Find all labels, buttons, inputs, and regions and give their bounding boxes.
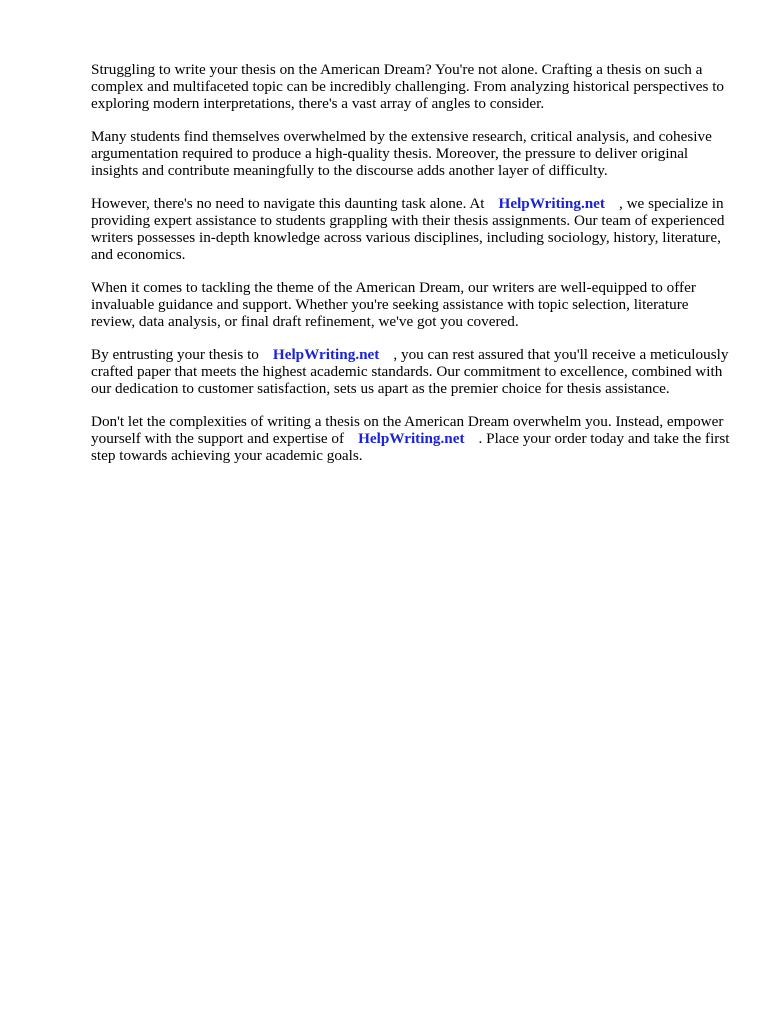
paragraph-assistance (91, 195, 731, 263)
paragraph-assistance-text-before: However, there's no need to navigate this daunting task alone. At (91, 195, 485, 212)
document-page (91, 61, 731, 480)
paragraph-assistance-text-after: , we specialize in providing expert assistance to students grappling with their thesis assignments. Our team of experienced writers possesses in-depth knowledge across various disciplines, including sociology, history, literature, and economics. (91, 195, 725, 263)
paragraph-entrusting-text-before: By entrusting your thesis to (91, 346, 259, 363)
paragraph-call-to-action-text-after: . Place your order today and take the first step towards achieving your academic goals. (91, 430, 730, 464)
paragraph-call-to-action-text-before: Don't let the complexities of writing a thesis on the American Dream overwhelm you. Instead, empower yourself with the support and expertise of (91, 413, 724, 447)
paragraph-entrusting (91, 346, 731, 397)
paragraph-call-to-action (91, 413, 731, 464)
paragraph-american-dream (91, 279, 731, 330)
paragraph-intro-text: Struggling to write your thesis on the American Dream? You're not alone. Crafting a thesis on such a complex and multifaceted topic can be incredibly challenging. From analyzing historical perspectives to exploring modern interpretations, there's a vast array of angles to consider. (91, 61, 725, 112)
paragraph-american-dream-text: When it comes to tackling the theme of the American Dream, our writers are well-equipped to offer invaluable guidance and support. Whether you're seeking assistance with topic selection, literature review, data analysis, or final draft refinement, we've got you covered. (91, 279, 696, 330)
paragraph-challenges-text: Many students find themselves overwhelmed by the extensive research, critical analysis, and cohesive argumentation required to produce a high-quality thesis. Moreover, the pressure to deliver original insights and contribute meaningfully to the discourse adds another layer of difficulty. (91, 128, 712, 179)
helpwriting-link[interactable]: HelpWriting.net (272, 346, 380, 363)
paragraph-entrusting-text-after: , you can rest assured that you'll receive a meticulously crafted paper that meets the highest academic standards. Our commitment to excellence, combined with our dedication to customer satisfaction, sets us apart as the premier choice for thesis assistance. (91, 346, 729, 397)
helpwriting-link[interactable]: HelpWriting.net (498, 195, 605, 212)
paragraph-intro (91, 61, 731, 112)
paragraph-challenges (91, 128, 731, 179)
helpwriting-link[interactable]: HelpWriting.net (358, 430, 465, 447)
